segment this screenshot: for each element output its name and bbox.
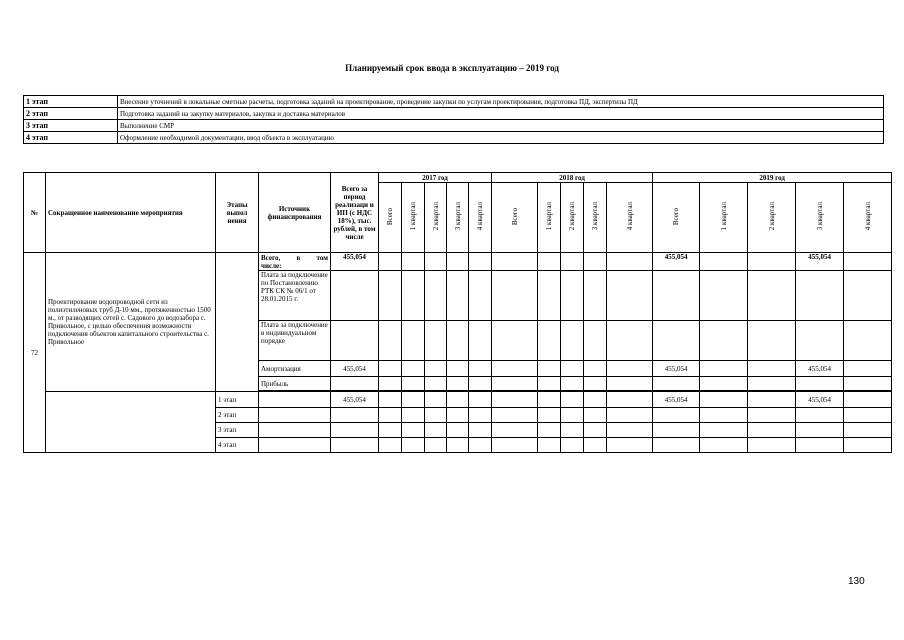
total-label-part: Всего, (261, 253, 281, 262)
stage-desc: Внесение уточнений в локальные сметные расчеты, подготовка заданий на проектирование, проведение закупки по услугам проектирования, подготовка ПД, экспертизы ПД (118, 96, 884, 108)
stage-desc: Оформление необходимой документации, ввод объекта в эксплуатацию (118, 132, 884, 144)
subheader-q4: 4 квартал (625, 202, 634, 231)
stage-row-label: 1 этап (216, 392, 259, 408)
header-total: Всего за период реализаци и ИП (с НДС 18%), тыс. рублей, в том числе (331, 173, 379, 253)
header-name: Сокращенное наименование мероприятия (46, 173, 216, 253)
subheader-q2: 2 квартал (431, 202, 440, 231)
header-year-2019: 2019 год (653, 173, 892, 183)
row-number: 72 (24, 253, 46, 453)
header-year-2017: 2017 год (379, 173, 492, 183)
row-name: Проектирование водопроводной сети из полиэтиленовых труб Д-10 мм., протяженностью 1500 м., от разводящих сетей с. Садового до водозабора с. Привольное, с целью обеспечения возможности подключения объектов капитального строительства с. Привольное (46, 253, 216, 392)
total-label-part: числе: (261, 261, 282, 270)
source-pribyl: Прибыль (259, 377, 331, 391)
stage-row (24, 132, 884, 144)
stage-row (24, 120, 884, 132)
stage-row (24, 108, 884, 120)
source-plata-rtk: Плата за подключение по Постановлению РТК СК № 06/1 от 28.01.2015 г. (259, 271, 331, 321)
y2019-q3-value: 455,054 (796, 253, 844, 271)
stage-row-label: 4 этап (216, 438, 259, 453)
stage1-y2019-total: 455,054 (653, 392, 700, 408)
header-source: Источник финансирования (259, 173, 331, 253)
amort-total: 455,054 (331, 361, 379, 377)
stage1-y2019-q3: 455,054 (796, 392, 844, 408)
stage-desc: Подготовка заданий на закупку материалов, закупка и доставка материалов (118, 108, 884, 120)
stage-row-label: 2 этап (216, 408, 259, 423)
header-stages: Этапы выпол нения (216, 173, 259, 253)
subheader-q1: 1 квартал (719, 202, 728, 231)
page-number: 130 (848, 576, 865, 587)
subheader-q1: 1 квартал (545, 202, 554, 231)
stage1-total: 455,054 (331, 392, 379, 408)
stage-row (24, 96, 884, 108)
amort-y2019-total: 455,054 (653, 361, 700, 377)
stage-desc: Выполнение СМР (118, 120, 884, 132)
stage-label: 2 этап (24, 108, 118, 120)
total-label-part: в (296, 253, 301, 262)
table-row (24, 253, 892, 271)
stage-label: 4 этап (24, 132, 118, 144)
subheader-q1: 1 квартал (409, 202, 417, 231)
total-label-part: том (316, 253, 328, 262)
total-value: 455,054 (331, 253, 379, 271)
subheader-q2: 2 квартал (767, 202, 776, 231)
subheader-q3: 3 квартал (815, 202, 824, 231)
subheader-q4: 4 квартал (863, 202, 872, 231)
subheader-q2: 2 квартал (568, 202, 577, 231)
source-amort: Амортизация (259, 361, 331, 377)
investment-table (23, 172, 892, 453)
table-row (24, 392, 892, 408)
page-title: Планируемый срок ввода в эксплуатацию – 2019 год (345, 63, 559, 73)
subheader-q4: 4 квартал (476, 202, 485, 231)
source-plata-ind: Плата за подключение в индивидуальном порядке (259, 321, 331, 361)
header-year-2018: 2018 год (492, 173, 653, 183)
header-num: № (24, 173, 46, 253)
amort-y2019-q3: 455,054 (796, 361, 844, 377)
subheader-vsego: Всего (672, 207, 681, 226)
stage-label: 3 этап (24, 120, 118, 132)
subheader-q3: 3 квартал (453, 202, 462, 231)
stage-row-label: 3 этап (216, 423, 259, 438)
subheader-vsego: Всего (386, 207, 394, 226)
y2019-total-value: 455,054 (653, 253, 700, 271)
stage-label: 1 этап (24, 96, 118, 108)
subheader-q3: 3 квартал (591, 202, 600, 231)
stages-table (23, 95, 884, 144)
subheader-vsego: Всего (510, 207, 519, 226)
